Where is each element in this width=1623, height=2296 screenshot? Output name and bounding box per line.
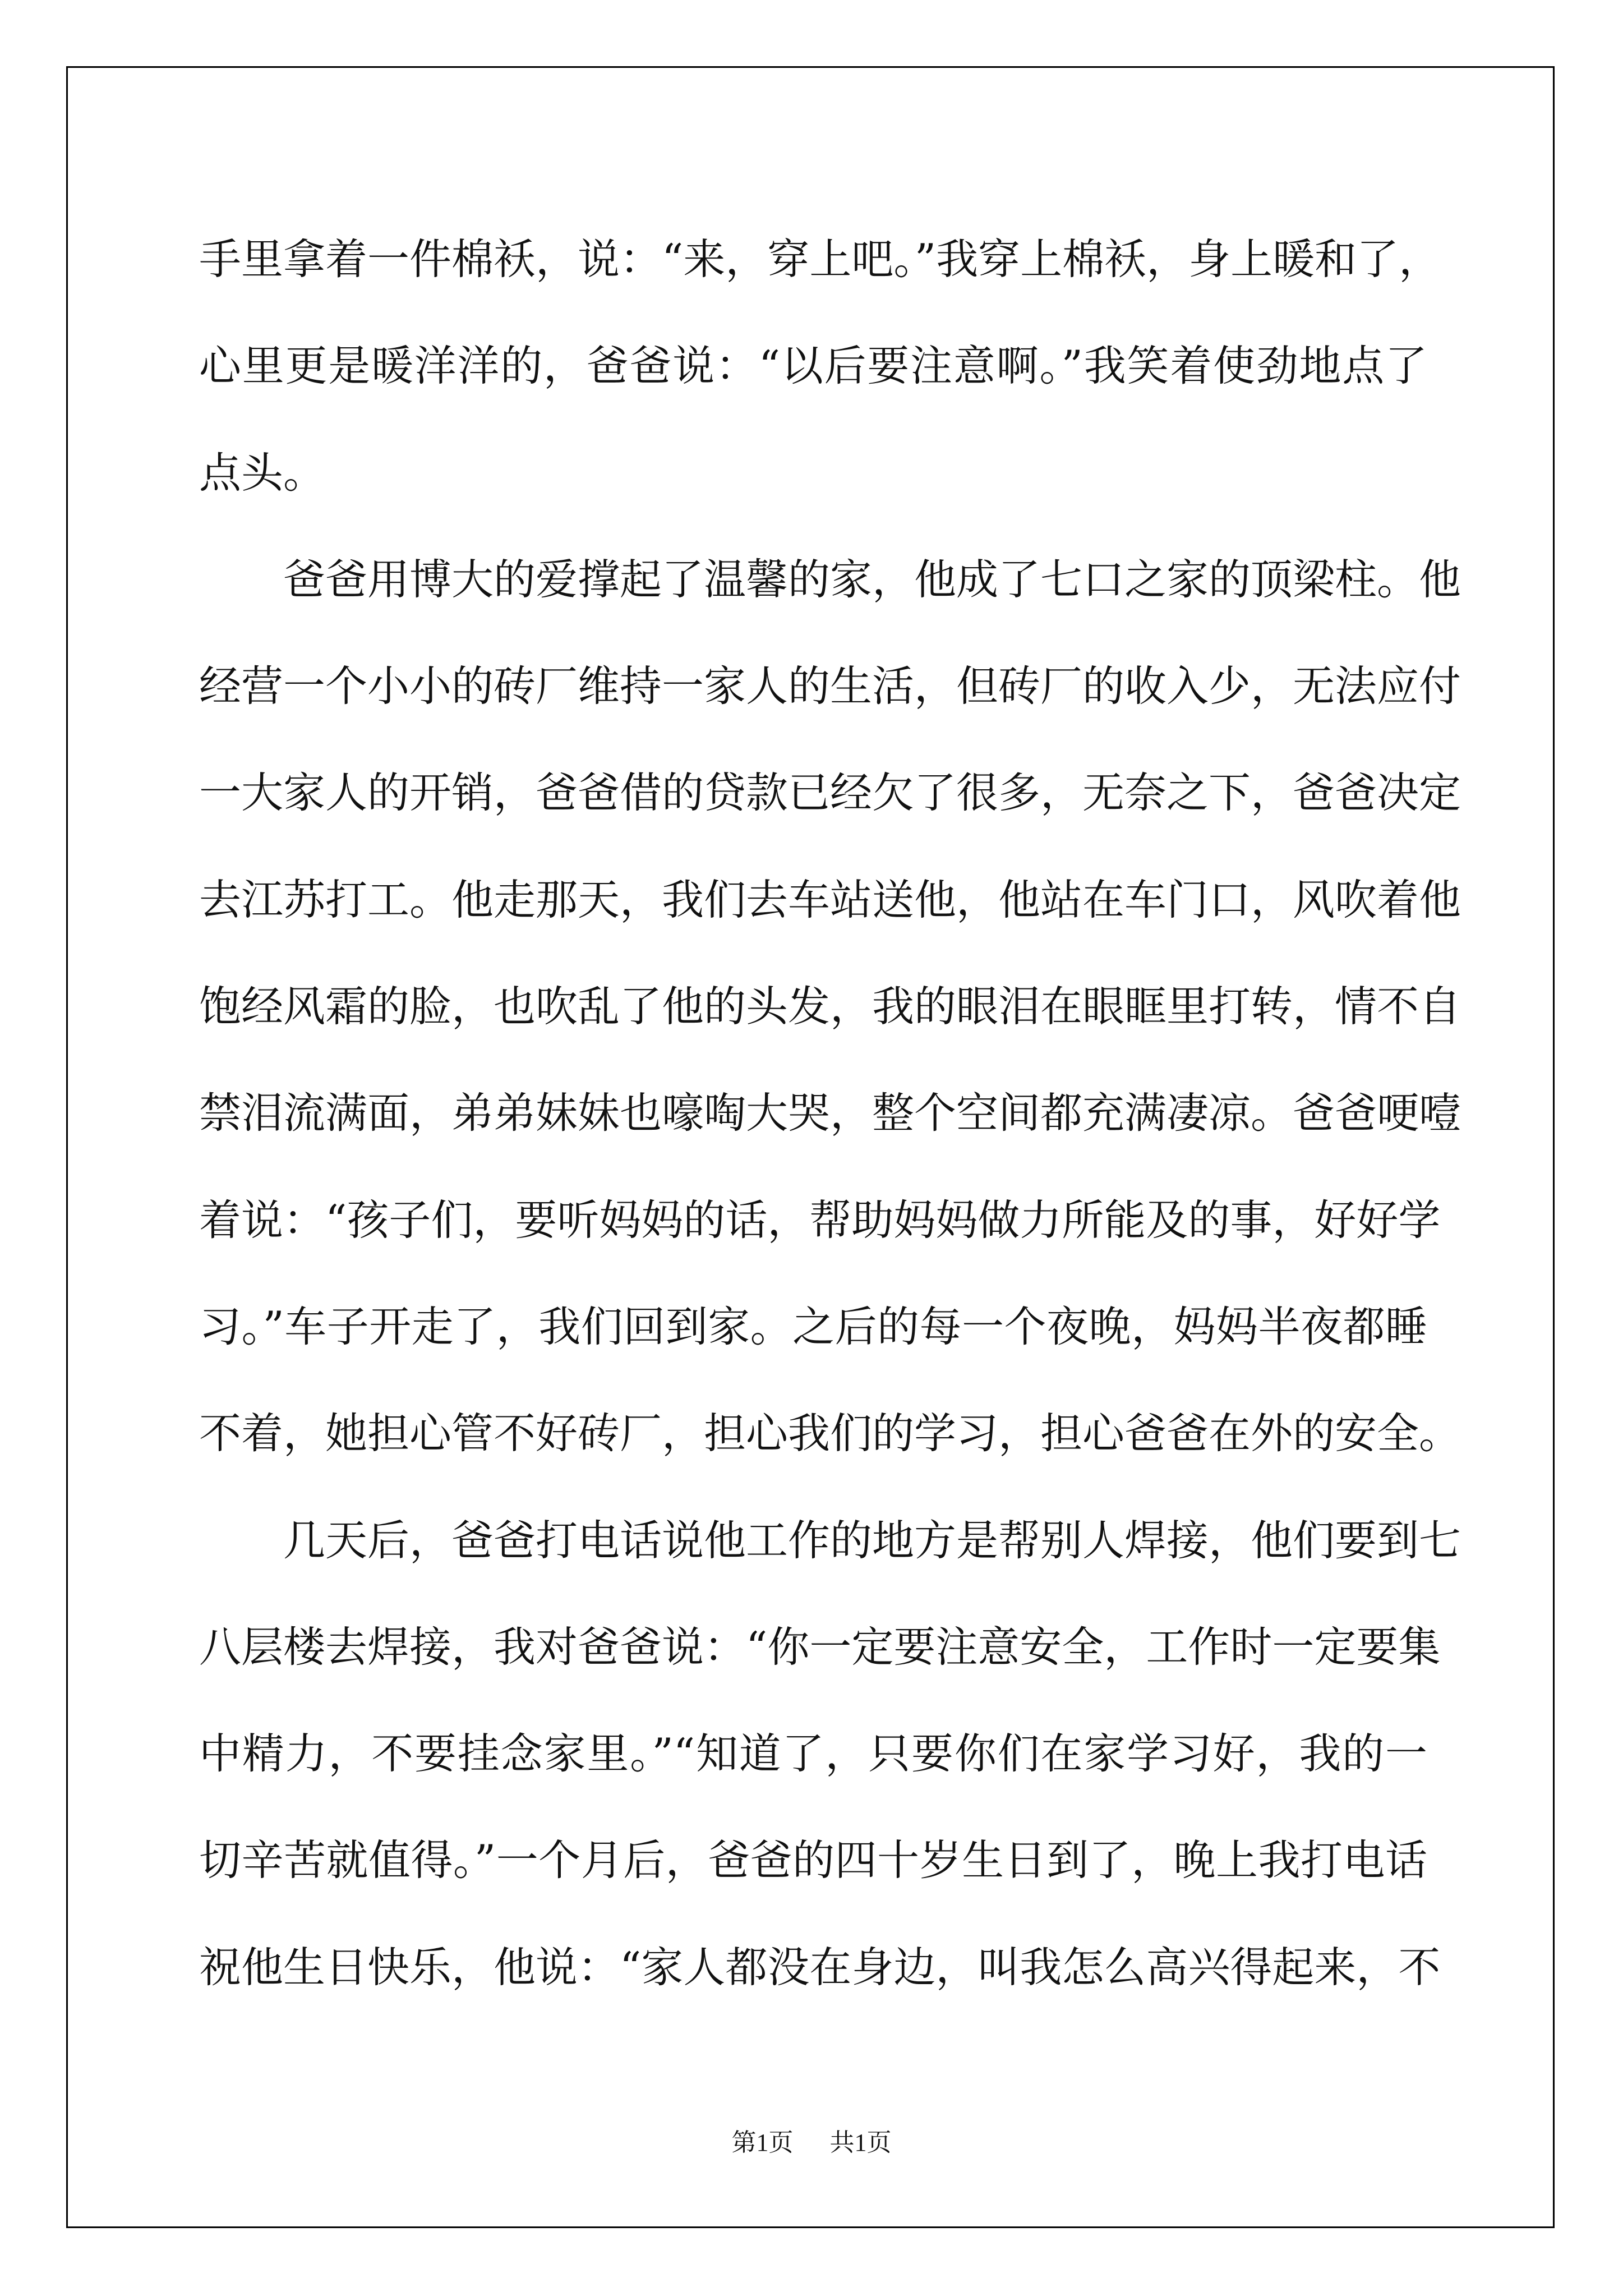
paragraph-2-line-8: 习。”车子开走了，我们回到家。之后的每一个夜晚，妈妈半夜都睡 (199, 1301, 1427, 1351)
paragraph-2-line-5: 饱经风霜的脸，也吹乱了他的头发，我的眼泪在眼眶里打转，情不自 (199, 982, 1461, 1032)
paragraph-2-line-4: 去江苏打工。他走那天，我们去车站送他，他站在车门口，风吹着他 (199, 875, 1461, 924)
paragraph-3-line-2: 八层楼去焊接，我对爸爸说：“你一定要注意安全，工作时一定要集 (199, 1622, 1441, 1672)
paragraph-2-line-1: 爸爸用博大的爱撑起了温馨的家，他成了七口之家的顶梁柱。他 (283, 554, 1461, 604)
page-footer (0, 2122, 1623, 2158)
page-number: 第1页 (731, 2129, 794, 2156)
paragraph-2-line-2: 经营一个小小的砖厂维持一家人的生活，但砖厂的收入少，无法应付 (199, 661, 1461, 711)
paragraph-3-line-1: 几天后，爸爸打电话说他工作的地方是帮别人焊接，他们要到七 (283, 1515, 1461, 1565)
paragraph-2-line-7: 着说：“孩子们，要听妈妈的话，帮助妈妈做力所能及的事，好好学 (199, 1195, 1441, 1245)
paragraph-1-line-1: 手里拿着一件棉袄，说：“来，穿上吧。”我穿上棉袄，身上暖和了， (199, 234, 1441, 284)
paragraph-3-line-4: 切辛苦就值得。”一个月后，爸爸的四十岁生日到了，晚上我打电话 (199, 1835, 1427, 1885)
paragraph-1-line-3: 点头。 (199, 448, 326, 498)
paragraph-1-line-2: 心里更是暖洋洋的，爸爸说：“以后要注意啊。”我笑着使劲地点了 (199, 341, 1427, 391)
paragraph-2-line-9: 不着，她担心管不好砖厂，担心我们的学习，担心爸爸在外的安全。 (199, 1409, 1461, 1458)
paragraph-3-line-5: 祝他生日快乐，他说：“家人都没在身边，叫我怎么高兴得起来，不 (199, 1942, 1441, 1992)
paragraph-2-line-6: 禁泪流满面，弟弟妹妹也嚎啕大哭，整个空间都充满凄凉。爸爸哽噎 (199, 1088, 1461, 1138)
document-body (199, 206, 1461, 2021)
paragraph-3-line-3: 中精力，不要挂念家里。”“知道了，只要你们在家学习好，我的一 (199, 1729, 1427, 1779)
paragraph-2-line-3: 一大家人的开销，爸爸借的贷款已经欠了很多，无奈之下，爸爸决定 (199, 768, 1461, 818)
page-total: 共1页 (829, 2129, 892, 2156)
